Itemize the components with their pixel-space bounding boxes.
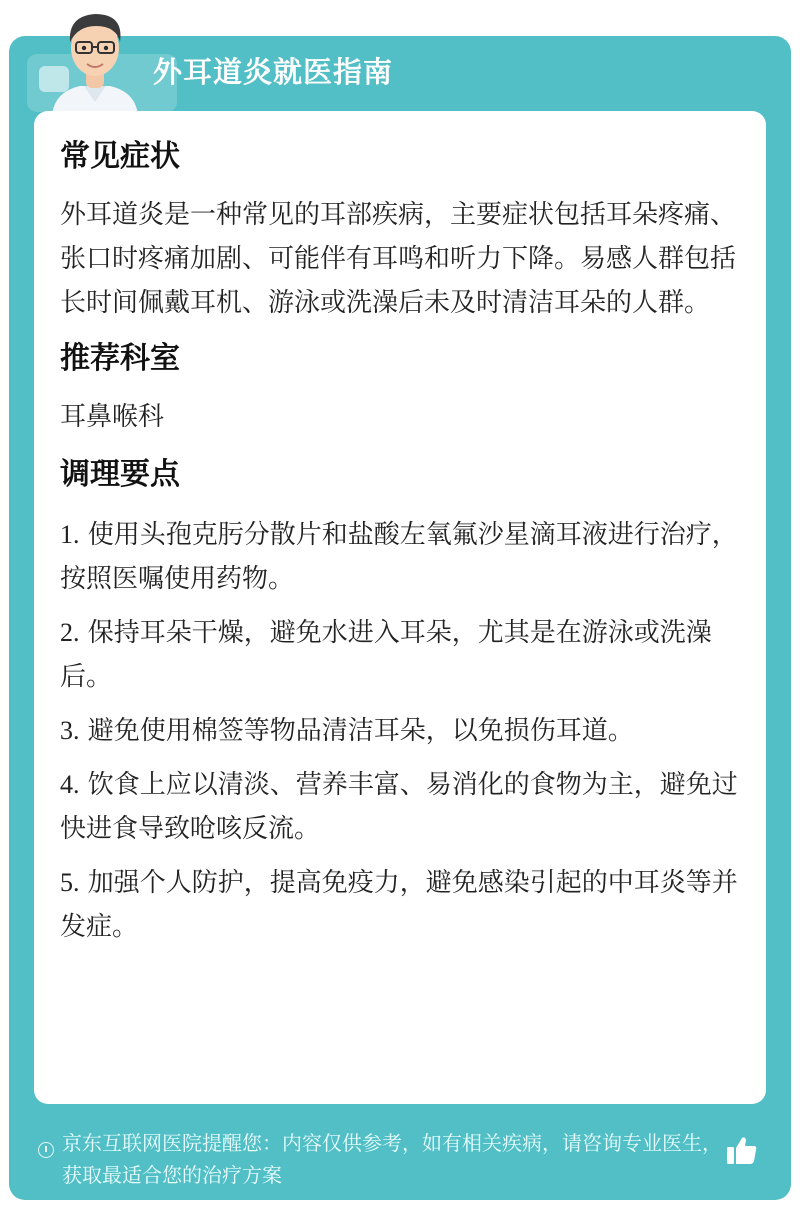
section-title-care: 调理要点 [60, 457, 180, 492]
item-text: 使用头孢克肟分散片和盐酸左氧氟沙星滴耳液进行治疗，按照医嘱使用药物。 [60, 520, 738, 594]
doctor-avatar [40, 6, 150, 116]
list-item [60, 513, 740, 601]
list-item [60, 861, 740, 949]
list-item [60, 763, 740, 851]
department-text: 耳鼻喉科 [60, 402, 165, 432]
item-text: 饮食上应以清淡、营养丰富、易消化的食物为主，避免过快进食导致呛咳反流。 [60, 770, 738, 844]
disclaimer-text: 京东互联网医院提醒您：内容仅供参考，如有相关疾病，请咨询专业医生，获取最适合您的治疗方案 [62, 1131, 722, 1187]
item-number: 3. [60, 716, 80, 745]
item-number: 2. [60, 618, 80, 647]
item-text: 保持耳朵干燥，避免水进入耳朵，尤其是在游泳或洗澡后。 [60, 618, 712, 692]
item-number: 1. [60, 520, 80, 549]
content-card [34, 111, 766, 1104]
item-text: 避免使用棉签等物品清洁耳朵，以免损伤耳道。 [87, 716, 634, 746]
care-list [60, 513, 740, 949]
page-title: 外耳道炎就医指南 [153, 55, 394, 89]
thumbs-up-icon[interactable] [725, 1133, 759, 1167]
item-number: 5. [60, 868, 80, 897]
item-number: 4. [60, 770, 80, 799]
list-item [60, 709, 740, 753]
section-title-department: 推荐科室 [60, 341, 180, 376]
item-text: 加强个人防护，提高免疫力，避免感染引起的中耳炎等并发症。 [60, 868, 738, 942]
list-item [60, 611, 740, 699]
info-icon [38, 1142, 54, 1158]
section-title-symptoms: 常见症状 [60, 139, 180, 174]
footer-notice [9, 1119, 791, 1199]
symptoms-text: 外耳道炎是一种常见的耳部疾病，主要症状包括耳朵疼痛、张口时疼痛加剧、可能伴有耳鸣和听力下降。易感人群包括长时间佩戴耳机、游泳或洗澡后未及时清洁耳朵的人群。 [60, 200, 737, 318]
